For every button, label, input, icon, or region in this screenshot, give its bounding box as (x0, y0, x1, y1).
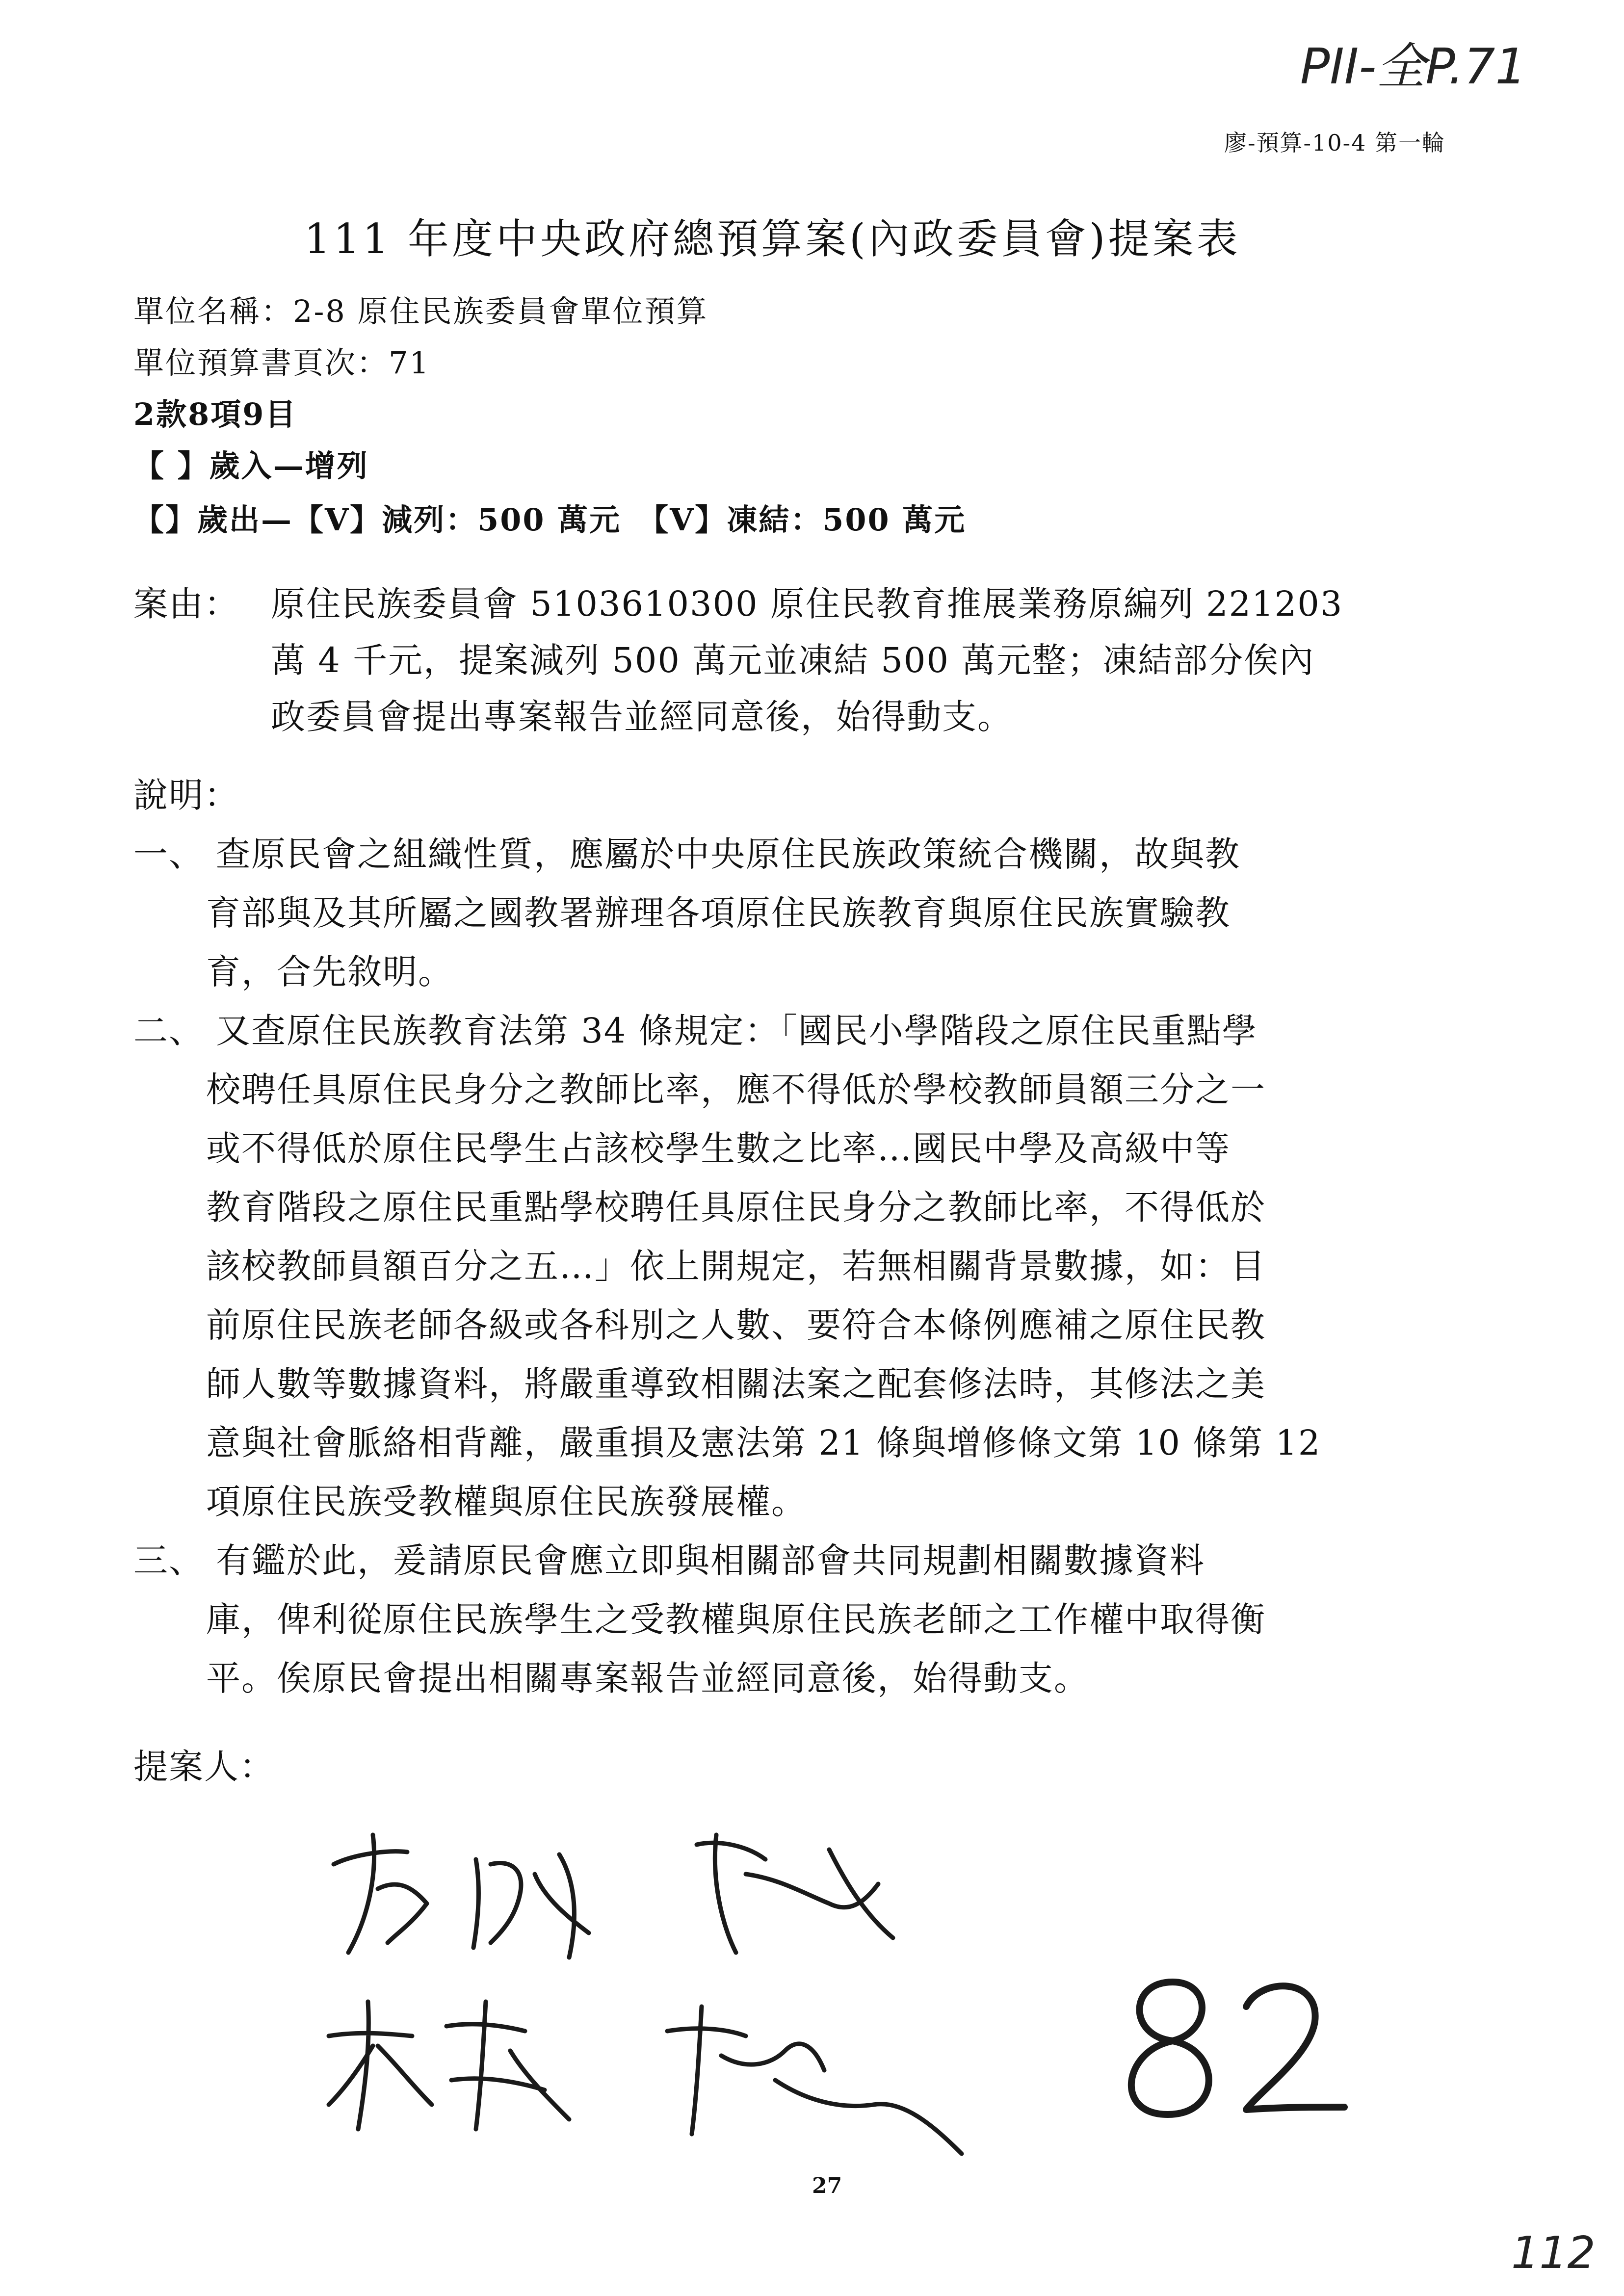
handwritten-reference: PII-全P.71 (1300, 38, 1526, 95)
explanation-marker: 二、 (133, 1011, 204, 1051)
explanation-line: 又查原住民族教育法第 34 條規定：「國民小學階段之原住民重點學 (216, 1011, 1257, 1051)
case-line: 原住民族委員會 5103610300 原住民教育推展業務原編列 221203 (271, 584, 1343, 624)
case-line: 政委員會提出專案報告並經同意後，始得動支。 (271, 697, 1013, 737)
expenditure-line: 【】歲出—【V】減列：500 萬元 【V】凍結：500 萬元 (133, 502, 967, 538)
explanation-marker: 一、 (133, 834, 204, 874)
signature-row-1 (314, 1805, 1001, 1977)
explanation-line: 教育階段之原住民重點學校聘任具原住民身分之教師比率，不得低於 (206, 1187, 1266, 1227)
explanation-marker: 三、 (133, 1540, 204, 1581)
explanation-line: 該校教師員額百分之五…」依上開規定，若無相關背景數據，如：目 (206, 1246, 1266, 1286)
explanation-line: 意與社會脈絡相背離，嚴重損及憲法第 21 條與增修條文第 10 條第 12 (206, 1423, 1321, 1463)
case-label: 案由： (133, 584, 239, 624)
explanation-line: 前原住民族老師各級或各科別之人數、要符合本條例應補之原住民教 (206, 1305, 1266, 1345)
page-title: 111 年度中央政府總預算案(內政委員會)提案表 (304, 215, 1241, 263)
corner-handwritten-number: 112 (1511, 2227, 1596, 2279)
budget-item: 2款8項9目 (133, 396, 297, 432)
handwritten-count-82 (1099, 1967, 1354, 2129)
explanation-line: 平。俟原民會提出相關專案報告並經同意後，始得動支。 (206, 1658, 1089, 1698)
explanation-line: 校聘任具原住民身分之教師比率，應不得低於學校教師員額三分之一 (206, 1070, 1266, 1110)
explanation-line: 查原民會之組織性質，應屬於中央原住民族政策統合機關，故與教 (216, 834, 1240, 874)
revenue-line: 【 】歲入—增列 (133, 448, 369, 484)
explanation-line: 育部與及其所屬之國教署辦理各項原住民族教育與原住民族實驗教 (206, 893, 1231, 933)
unit-name: 單位名稱：2-8 原住民族委員會單位預算 (133, 293, 708, 329)
explanation-line: 育，合先敘明。 (206, 952, 453, 992)
explanation-line: 庫，俾利從原住民族學生之受教權與原住民族老師之工作權中取得衡 (206, 1599, 1266, 1640)
proposer-label: 提案人： (133, 1747, 275, 1787)
signature-row-2 (314, 1962, 1148, 2178)
explanation-line: 有鑑於此，爰請原民會應立即與相關部會共同規劃相關數據資料 (216, 1540, 1205, 1581)
explanation-label: 說明： (133, 775, 239, 815)
unit-page: 單位預算書頁次：71 (133, 345, 430, 381)
reference-code: 廖-預算-10-4 第一輪 (1224, 130, 1446, 156)
explanation-line: 項原住民族受教權與原住民族發展權。 (206, 1482, 807, 1522)
explanation-line: 師人數等數據資料，將嚴重導致相關法案之配套修法時，其修法之美 (206, 1364, 1266, 1404)
explanation-line: 或不得低於原住民學生占該校學生數之比率…國民中學及高級中等 (206, 1128, 1231, 1169)
case-line: 萬 4 千元，提案減列 500 萬元並凍結 500 萬元整；凍結部分俟內 (271, 640, 1315, 680)
page-number: 27 (812, 2173, 842, 2198)
